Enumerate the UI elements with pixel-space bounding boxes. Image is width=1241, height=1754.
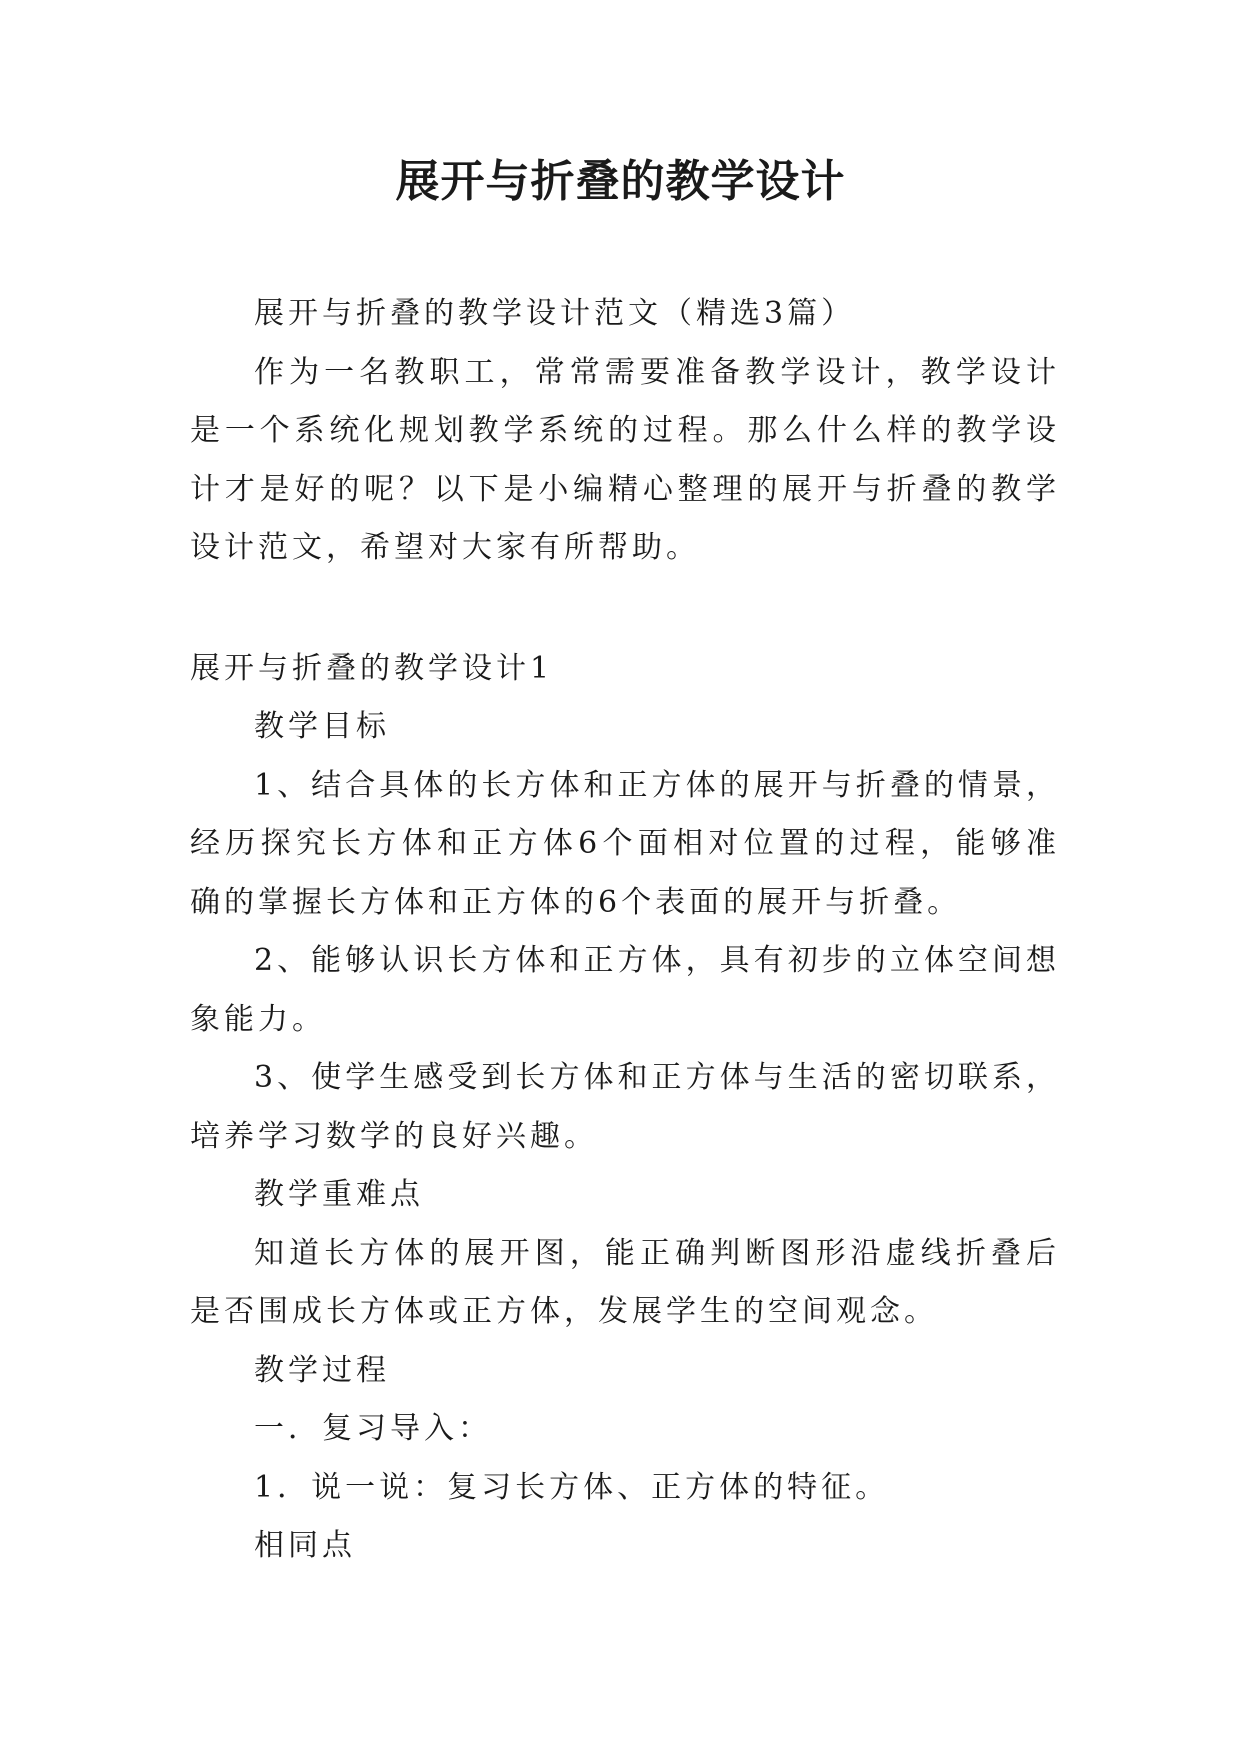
- similarities-label: 相同点: [254, 1528, 356, 1563]
- process-substep-1: 1．说一说：复习长方体、正方体的特征。: [254, 1469, 890, 1505]
- key-points-paragraph: 知道长方体的展开图，能正确判断图形沿虚线折叠后是否围成长方体或正方体，发展学生的空间观念。: [190, 1235, 1060, 1329]
- goal-item-1: 1、结合具体的长方体和正方体的展开与折叠的情景，经历探究长方体和正方体6个面相对位置的过程，能够准确的掌握长方体和正方体的6个表面的展开与折叠。: [190, 767, 1060, 920]
- heading-key-points: 教学重难点: [254, 1177, 424, 1212]
- section-heading: 展开与折叠的教学设计1: [190, 650, 554, 686]
- process-step-1: 一．复习导入：: [254, 1411, 492, 1446]
- intro-paragraph: 作为一名教职工，常常需要准备教学设计，教学设计是一个系统化规划教学系统的过程。那么什么样的教学设计才是好的呢？以下是小编精心整理的展开与折叠的教学设计范文，希望对大家有所帮助。: [190, 354, 1060, 565]
- heading-teaching-process: 教学过程: [254, 1352, 390, 1388]
- goal-item-3: 3、使学生感受到长方体和正方体与生活的密切联系，培养学习数学的良好兴趣。: [190, 1060, 1060, 1154]
- document-title: 展开与折叠的教学设计: [395, 156, 846, 207]
- document-body: [190, 285, 1060, 1576]
- heading-teaching-goals: 教学目标: [254, 709, 390, 744]
- subtitle-paragraph: 展开与折叠的教学设计范文（精选3篇）: [254, 296, 856, 331]
- goal-item-2: 2、能够认识长方体和正方体，具有初步的立体空间想象能力。: [190, 943, 1060, 1037]
